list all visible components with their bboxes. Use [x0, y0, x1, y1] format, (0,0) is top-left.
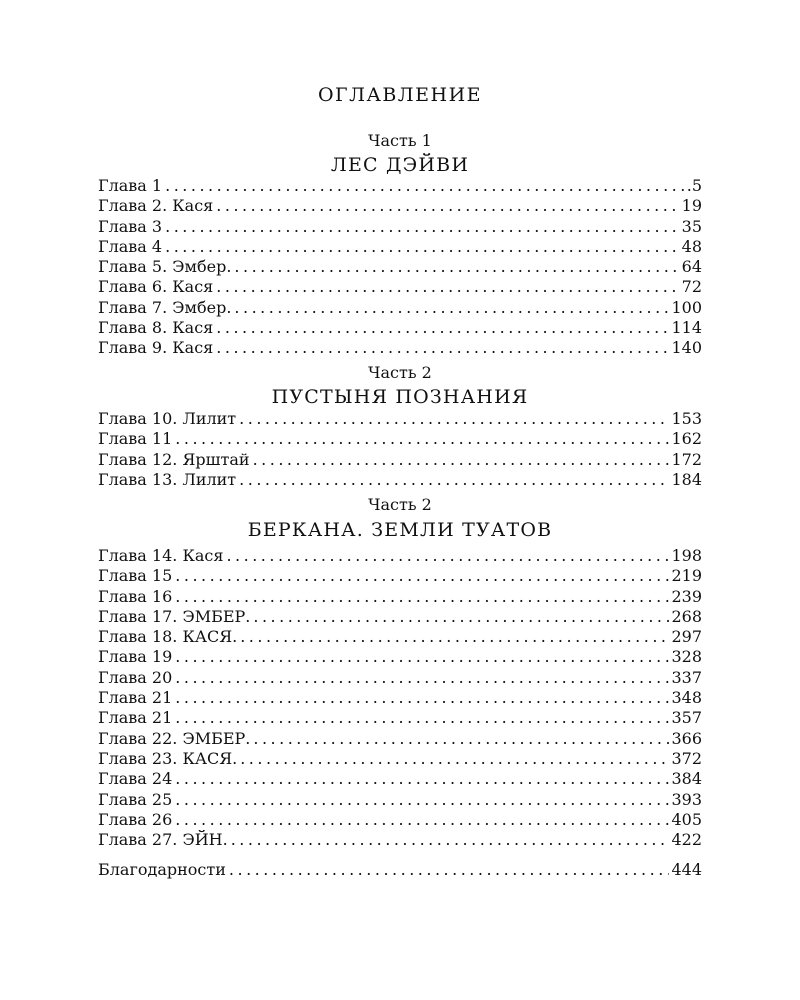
toc-entry[interactable] [98, 729, 702, 749]
chapter-title: Глава 19 [98, 647, 173, 667]
page-number: 35 [681, 216, 702, 236]
page-number: 19 [681, 196, 702, 216]
dot-leader [226, 546, 669, 566]
dot-leader [165, 217, 680, 237]
dot-leader [216, 277, 679, 297]
page-number: 172 [671, 449, 702, 469]
dot-leader [175, 790, 669, 810]
acknowledgements-title: Благодарности [98, 860, 226, 879]
toc-entry[interactable] [98, 830, 702, 850]
dot-leader [229, 860, 670, 880]
dot-leader [175, 810, 669, 830]
page-number: 268 [671, 606, 702, 626]
toc-entry[interactable] [98, 257, 702, 277]
dot-leader [234, 257, 679, 277]
dot-leader [216, 196, 679, 216]
dot-leader [175, 708, 669, 728]
dot-leader [253, 729, 669, 749]
toc-entry[interactable] [98, 470, 702, 490]
page-number: 153 [671, 409, 702, 428]
dot-leader [175, 429, 669, 449]
dot-leader [253, 607, 669, 627]
toc-entry[interactable] [98, 450, 702, 470]
chapter-title: Глава 15 [98, 566, 173, 586]
dot-leader [175, 688, 669, 708]
chapter-title: Глава 22. ЭМБЕР. [98, 728, 251, 748]
dot-leader [175, 668, 669, 688]
dot-leader [175, 566, 669, 586]
dot-leader [175, 647, 669, 667]
toc-entry[interactable] [98, 318, 702, 338]
chapter-title: Глава 4 [98, 236, 163, 256]
dot-leader [253, 450, 670, 470]
dot-leader [240, 749, 669, 769]
chapter-title: Глава 9. Кася [98, 338, 214, 358]
page-number: 366 [671, 728, 702, 748]
dot-leader [231, 830, 670, 850]
part-1-title: ЛЕС ДЭЙВИ [330, 154, 470, 176]
toc-entry[interactable] [98, 769, 702, 789]
dot-leader [165, 237, 680, 257]
page-number: 337 [671, 667, 702, 687]
dot-leader [216, 338, 669, 358]
part-3-title: БЕРКАНА. ЗЕМЛИ ТУАТОВ [247, 519, 553, 541]
chapter-title: Глава 14. Кася [98, 546, 224, 565]
chapter-title: Глава 13. Лилит [98, 469, 237, 489]
toc-entry[interactable] [98, 566, 702, 586]
page-number: 239 [671, 586, 702, 606]
dot-leader [234, 298, 669, 318]
page-number: 114 [671, 318, 702, 338]
part-2-chapter-list [98, 409, 702, 490]
toc-entry[interactable] [98, 546, 702, 566]
toc-title: ОГЛАВЛЕНИЕ [317, 84, 483, 106]
page-number: 422 [671, 830, 702, 850]
page-number: 162 [671, 429, 702, 449]
page-number: 219 [671, 566, 702, 586]
part-1-label: Часть 1 [368, 131, 432, 150]
page-number: 405 [671, 809, 702, 829]
page-number: 393 [671, 789, 702, 809]
page-number: 372 [671, 748, 702, 768]
toc-entry[interactable] [98, 409, 702, 429]
toc-entry[interactable] [98, 607, 702, 627]
page-number: 198 [671, 546, 702, 565]
chapter-title: Глава 20 [98, 667, 173, 687]
toc-entry[interactable] [98, 668, 702, 688]
toc-entry[interactable] [98, 277, 702, 297]
page-number: 297 [671, 627, 702, 647]
chapter-title: Глава 10. Лилит [98, 409, 237, 428]
chapter-title: Глава 12. Ярштай [98, 449, 250, 469]
page-number: 328 [671, 647, 702, 667]
dot-leader [239, 470, 669, 490]
toc-entry[interactable] [98, 647, 702, 667]
chapter-title: Глава 5. Эмбер. [98, 257, 232, 277]
toc-entry[interactable] [98, 237, 702, 257]
chapter-title: Глава 26 [98, 809, 173, 829]
toc-entry[interactable] [98, 627, 702, 647]
page-number: 140 [671, 338, 702, 358]
toc-entry[interactable] [98, 196, 702, 216]
chapter-title: Глава 18. КАСЯ. [98, 627, 238, 647]
chapter-title: Глава 17. ЭМБЕР. [98, 606, 251, 626]
chapter-title: Глава 21 [98, 708, 173, 728]
toc-entry[interactable] [98, 688, 702, 708]
part-3-chapter-list [98, 546, 702, 850]
page-number: 444 [671, 860, 702, 879]
part-3-label: Часть 2 [368, 495, 432, 514]
chapter-title: Глава 7. Эмбер. [98, 297, 232, 317]
acknowledgements-list [98, 860, 702, 880]
page-number: 184 [671, 469, 702, 489]
part-1-chapter-list [98, 176, 702, 359]
toc-entry[interactable] [98, 810, 702, 830]
chapter-title: Глава 6. Кася [98, 277, 214, 297]
toc-entry[interactable] [98, 429, 702, 449]
chapter-title: Глава 25 [98, 789, 173, 809]
chapter-title: Глава 23. КАСЯ. [98, 748, 238, 768]
page-number: 384 [671, 769, 702, 789]
page-number: 72 [681, 277, 702, 297]
page-number: 348 [671, 688, 702, 708]
dot-leader [240, 627, 669, 647]
dot-leader [165, 176, 685, 196]
chapter-title: Глава 1 [98, 176, 163, 195]
chapter-title: Глава 27. ЭЙН. [98, 830, 228, 850]
toc-entry[interactable] [98, 587, 702, 607]
toc-entry[interactable] [98, 749, 702, 769]
toc-entry[interactable] [98, 298, 702, 318]
page-number: 64 [681, 257, 702, 277]
dot-leader [239, 409, 669, 429]
chapter-title: Глава 8. Кася [98, 318, 214, 338]
chapter-title: Глава 16 [98, 586, 173, 606]
page-number: 357 [671, 708, 702, 728]
toc-entry-acknowledgements[interactable] [98, 860, 702, 880]
chapter-title: Глава 2. Кася [98, 196, 214, 216]
dot-leader [216, 318, 669, 338]
part-2-label: Часть 2 [368, 363, 432, 382]
toc-entry[interactable] [98, 176, 702, 196]
chapter-title: Глава 3 [98, 216, 163, 236]
toc-entry[interactable] [98, 708, 702, 728]
chapter-title: Глава 11 [98, 429, 173, 449]
toc-entry[interactable] [98, 338, 702, 358]
part-2-title: ПУСТЫНЯ ПОЗНАНИЯ [271, 386, 529, 408]
dot-leader [175, 769, 669, 789]
page-number: 48 [681, 236, 702, 256]
chapter-title: Глава 21 [98, 688, 173, 708]
page-number: 100 [671, 297, 702, 317]
dot-leader [175, 587, 669, 607]
toc-entry[interactable] [98, 790, 702, 810]
page-number: .5 [686, 176, 702, 195]
chapter-title: Глава 24 [98, 769, 173, 789]
toc-entry[interactable] [98, 217, 702, 237]
